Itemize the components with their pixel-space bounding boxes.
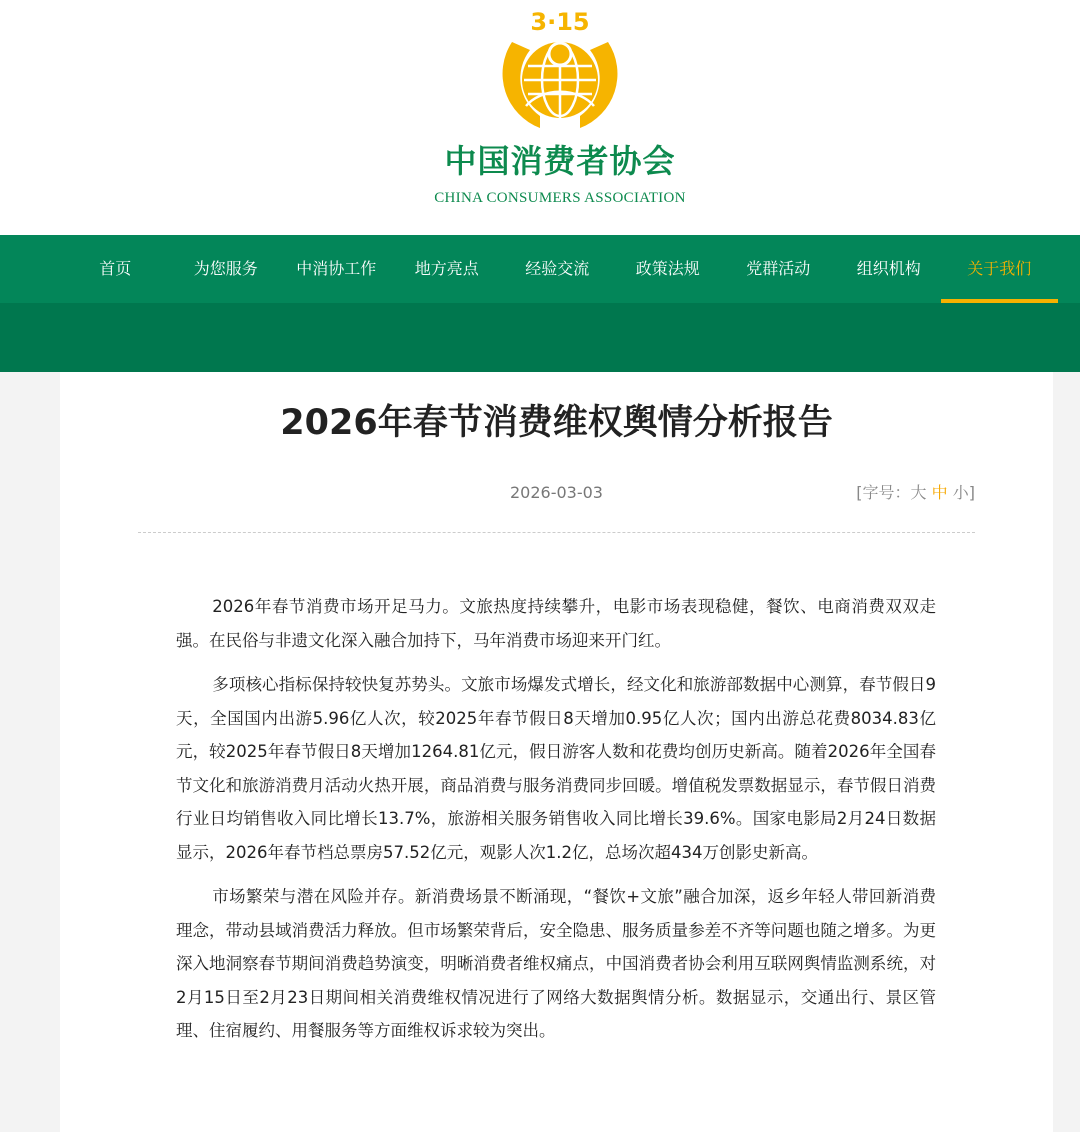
- nav-banner-band: [0, 303, 1080, 372]
- article-title: 2026年春节消费维权舆情分析报告: [280, 403, 833, 443]
- nav-item-home[interactable]: 首页: [99, 259, 132, 278]
- article-date: 2026-03-03: [510, 483, 603, 502]
- main-nav: [0, 235, 1080, 303]
- logo-chinese-name: 中国消费者协会: [444, 142, 676, 180]
- font-size-label: [字号：: [856, 483, 911, 502]
- logo-english-name: CHINA CONSUMERS ASSOCIATION: [434, 190, 686, 206]
- logo-emblem-icon: [492, 4, 628, 136]
- font-size-bracket: ]: [968, 483, 975, 502]
- nav-item-party-activities[interactable]: 党群活动: [746, 259, 811, 278]
- site-logo[interactable]: [400, 0, 720, 230]
- font-size-large[interactable]: 大: [910, 483, 927, 502]
- article-container: [60, 372, 1053, 1132]
- font-size-medium[interactable]: 中: [931, 483, 948, 502]
- nav-item-experience[interactable]: 经验交流: [525, 259, 590, 278]
- nav-item-cca-work[interactable]: 中消协工作: [296, 259, 377, 278]
- divider: [138, 532, 975, 533]
- paragraph: 市场繁荣与潜在风险并存。新消费场景不断涌现，“餐饮+文旅”融合加深，返乡年轻人带回新消费理念，带动县域消费活力释放。但市场繁荣背后，安全隐患、服务质量参差不齐等问题也随之增多。为更深入地洞察春节期间消费趋势演变，明晰消费者维权痛点，中国消费者协会利用互联网舆情监测系统，对2月15日至2月23日期间相关消费维权情况进行了网络大数据舆情分析。数据显示，交通出行、景区管理、住宿履约、用餐服务等方面维权诉求较为突出。: [176, 887, 936, 1040]
- article-body: [176, 590, 936, 1059]
- nav-item-services[interactable]: 为您服务: [193, 259, 258, 278]
- paragraph: 多项核心指标保持较快复苏势头。文旅市场爆发式增长，经文化和旅游部数据中心测算，春节假日9天，全国国内出游5.96亿人次，较2025年春节假日8天增加0.95亿人次；国内出游总花费8034.83亿元，较2025年春节假日8天增加1264.81亿元，假日游客人数和花费均创历史新高。随着2026年全国春节文化和旅游消费月活动火热开展，商品消费与服务消费同步回暖。增值税发票数据显示，春节假日消费行业日均销售收入同比增长13.7%，旅游相关服务销售收入同比增长39.6%。国家电影局2月24日数据显示，2026年春节档总票房57.52亿元，观影人次1.2亿，总场次超434万创影史新高。: [176, 675, 936, 862]
- font-size-small[interactable]: 小: [952, 483, 969, 502]
- paragraph: 2026年春节消费市场开足马力。文旅热度持续攀升，电影市场表现稳健，餐饮、电商消费双双走强。在民俗与非遗文化深入融合加持下，马年消费市场迎来开门红。: [176, 597, 936, 650]
- font-size-switcher: [856, 482, 975, 504]
- nav-item-organization[interactable]: 组织机构: [856, 259, 921, 278]
- site-header: [0, 0, 1080, 235]
- nav-item-local-highlights[interactable]: 地方亮点: [414, 259, 479, 278]
- nav-item-about-us[interactable]: 关于我们: [944, 235, 1055, 303]
- nav-item-policy[interactable]: 政策法规: [635, 259, 700, 278]
- logo-315-text: 3·15: [530, 8, 590, 36]
